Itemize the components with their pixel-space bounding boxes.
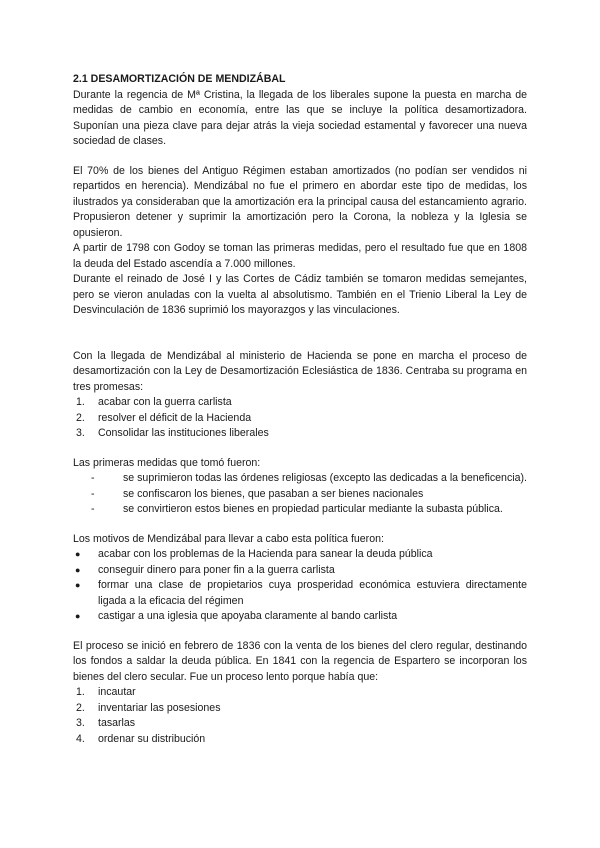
pasos-list (73, 685, 527, 747)
paragraph-motivos: Los motivos de Mendizábal para llevar a cabo esta política fueron: (73, 532, 384, 545)
list-item: 3. Consolidar las instituciones liberales (76, 427, 269, 439)
paragraph-godoy: A partir de 1798 con Godoy se toman las primeras medidas, pero el resultado fue que en 1808 la deuda del Estado ascendía a 7.000 millones. (73, 242, 527, 270)
list-item: - se confiscaron los bienes, que pasaban a ser bienes nacionales (91, 487, 424, 500)
paragraph-intro: Durante la regencia de Mª Cristina, la llegada de los liberales supone la puesta en marcha de medidas de cambio en economía, entre las que se incluye la política desamortizadora. Suponían una pieza clave para dejar atrás la vieja sociedad estamental y favorecer una nueva sociedad de clases. (73, 88, 527, 147)
paragraph-medidas: Las primeras medidas que tomó fueron: (73, 456, 261, 469)
list-item: 1. acabar con la guerra carlista (76, 396, 232, 408)
list-item: ● castigar a una iglesia que apoyaba claramente al bando carlista (75, 610, 398, 622)
medidas-list (73, 471, 527, 518)
list-item: 2. resolver el déficit de la Hacienda (76, 411, 252, 424)
paragraph-proceso: El proceso se inició en febrero de 1836 con la venta de los bienes del clero regular, destinando los fondos a saldar la deuda pública. En 1841 con la regencia de Espartero se incorporan los bienes del clero secular. Fue un proceso lento porque había que: (73, 639, 527, 683)
promesas-list (73, 395, 527, 442)
list-item: ● formar una clase de propietarios cuya prosperidad económica estuviera directamente ligada a la eficacia del régimen (75, 579, 527, 607)
list-item: ● conseguir dinero para poner fin a la guerra carlista (75, 563, 335, 576)
list-item: - se suprimieron todas las órdenes religiosas (excepto las dedicadas a la beneficencia). (91, 472, 527, 484)
list-item: 2. inventariar las posesiones (76, 701, 221, 714)
section-title: 2.1 DESAMORTIZACIÓN DE MENDIZÁBAL (73, 73, 286, 85)
paragraph-mendizabal: Con la llegada de Mendizábal al ministerio de Hacienda se pone en marcha el proceso de desamortización con la Ley de Desamortización Eclesiástica de 1836. Centraba su programa en tres promesas: (73, 349, 527, 393)
list-item: 1. incautar (76, 686, 136, 698)
document-page (73, 72, 527, 747)
paragraph-amortizacion: El 70% de los bienes del Antiguo Régimen estaban amortizados (no podían ser vendidos ni repartidos en herencia). Mendizábal no fue el primero en abordar este tipo de medidas, los ilustrados ya consideraban que la amortización era la principal causa del estancamiento agrario. Propusieron detener y suprimir la amortización pero la Corona, la nobleza y la Iglesia se opusieron. (73, 164, 527, 239)
list-item: ● acabar con los problemas de la Hacienda para sanear la deuda pública (75, 548, 433, 560)
motivos-list (73, 547, 527, 625)
list-item: 4. ordenar su distribución (76, 732, 206, 745)
list-item: - se convirtieron estos bienes en propiedad particular mediante la subasta pública. (91, 503, 503, 515)
list-item: 3. tasarlas (76, 717, 136, 729)
paragraph-jose-i: Durante el reinado de José I y las Cortes de Cádiz también se tomaron medidas semejantes, pero se vieron anuladas con la vuelta al absolutismo. También en el Trienio Liberal la Ley de Desvinculación de 1836 suprimió los mayorazgos y las vinculaciones. (73, 273, 527, 316)
